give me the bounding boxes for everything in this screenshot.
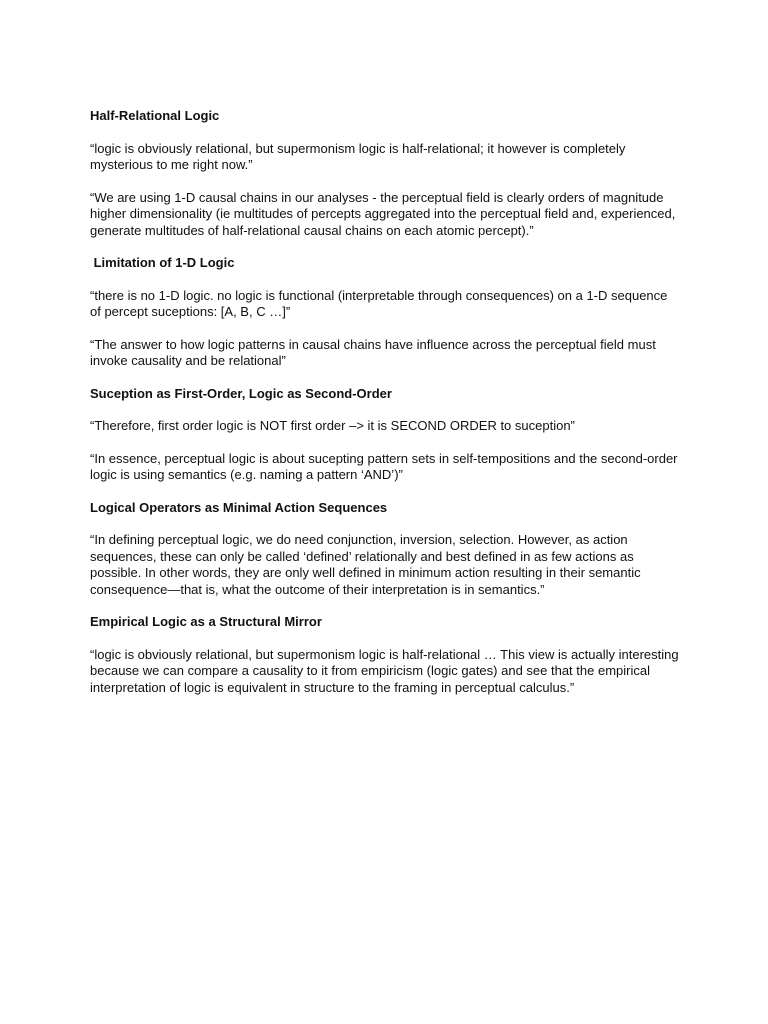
quote-paragraph: “there is no 1-D logic. no logic is functional (interpretable through consequences) on a 1-D sequence of percept suceptions: [A, B, C …]” <box>90 287 668 319</box>
section-limitation-1d-logic <box>90 255 680 370</box>
section-empirical-logic <box>90 614 680 696</box>
section-logical-operators <box>90 500 680 599</box>
quote-paragraph: “The answer to how logic patterns in causal chains have influence across the perceptual field must invoke causality and be relational” <box>90 336 656 368</box>
section-heading: Suception as First-Order, Logic as Second-Order <box>90 385 392 401</box>
section-heading: Limitation of 1-D Logic <box>90 255 235 270</box>
section-suception-first-order <box>90 386 680 484</box>
section-heading: Empirical Logic as a Structural Mirror <box>90 614 322 629</box>
quote-paragraph: “Therefore, first order logic is NOT first order –> it is SECOND ORDER to suception” <box>90 418 575 433</box>
section-half-relational-logic <box>90 108 680 239</box>
quote-paragraph: “In essence, perceptual logic is about sucepting pattern sets in self-tempositions and the second-order logic is using semantics (e.g. naming a pattern ‘AND’)” <box>90 450 678 482</box>
quote-paragraph: “logic is obviously relational, but supermonism logic is half-relational … This view is actually interesting because we can compare a causality to it from empiricism (logic gates) and see that the empirical interpretation of logic is equivalent in structure to the framing in perceptual calculus.” <box>90 646 679 695</box>
quote-paragraph: “We are using 1-D causal chains in our analyses - the perceptual field is clearly orders of magnitude higher dimensionality (ie multitudes of percepts aggregated into the perceptual field and, experienced, generate multitudes of half-relational causal chains on each atomic percept).” <box>90 189 676 238</box>
quote-paragraph: “In defining perceptual logic, we do need conjunction, inversion, selection. However, as action sequences, these can only be called ‘defined’ relationally and best defined in as few actions as possible. In other words, they are only well defined in minimum action resulting in their semantic consequence—that is, what the outcome of their interpretation is in semantics.” <box>90 532 641 597</box>
document-page <box>90 108 680 712</box>
quote-paragraph: “logic is obviously relational, but supermonism logic is half-relational; it however is completely mysterious to me right now.” <box>90 140 626 172</box>
section-heading: Logical Operators as Minimal Action Sequences <box>90 499 388 515</box>
section-heading: Half-Relational Logic <box>90 108 220 123</box>
